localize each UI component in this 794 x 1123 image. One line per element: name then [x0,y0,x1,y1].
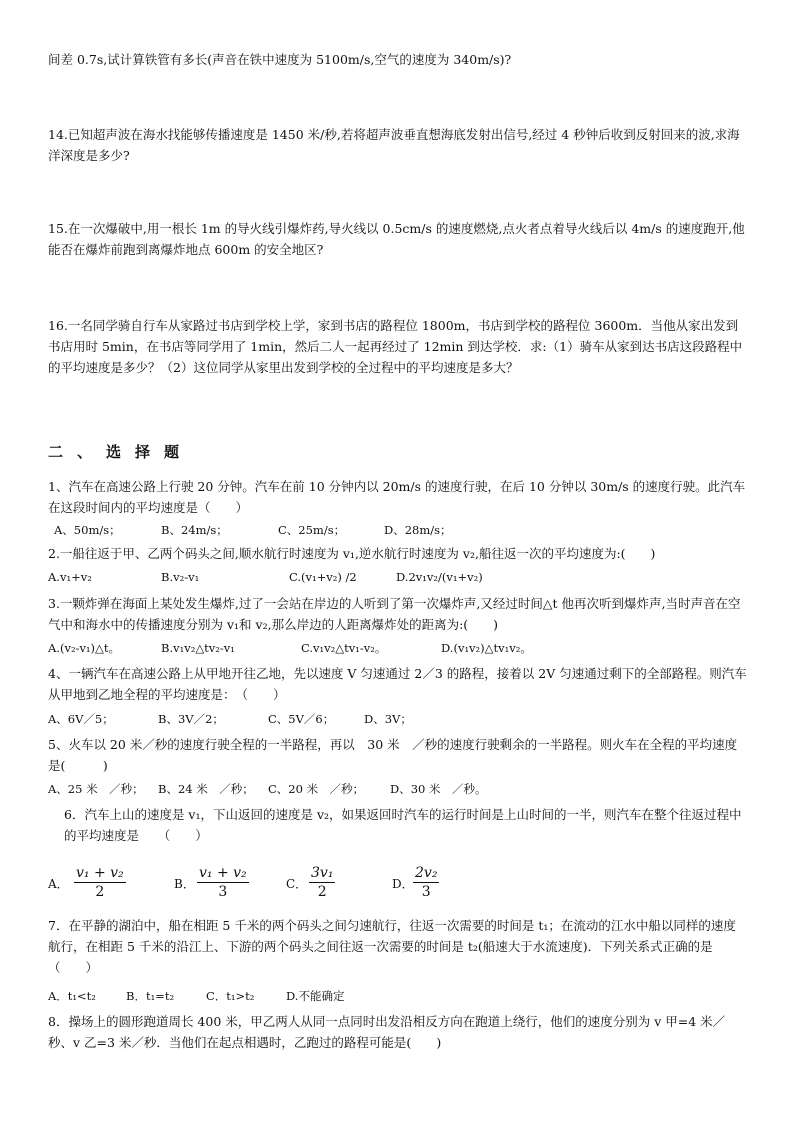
choice-1-options [48,522,758,538]
choice-6-option-a-numerator: v₁ + v₂ [76,865,124,881]
choice-4-option-c: C、5V／6； [268,712,335,726]
choice-1-option-b: B、24m/s； [161,523,228,537]
question-15: 15.在一次爆破中,用一根长 1m 的导火线引爆炸药,导火线以 0.5cm/s 的速度燃烧,点火者点着导火线后以 4m/s 的速度跑开,他能否在爆炸前跑到离爆炸地点 600m 的安全地区? [48,221,745,257]
choice-6-option-b-denominator: 3 [218,884,228,900]
choice-6-option-c-letter: C． [286,877,308,891]
choice-6-option-a-fraction [74,864,126,901]
choice-6-option-c-numerator: 3v₁ [311,865,334,881]
choice-2-stem: 2.一船往返于甲、乙两个码头之间,顺水航行时速度为 v₁,逆水航行时速度为 v₂,船往返一次的平均速度为:( ) [48,546,656,561]
choice-3-option-c: C.v₁v₂△tv₁-v₂。 [301,641,387,655]
choice-5-stem: 5、火车以 20 米／秒的速度行驶全程的一半路程，再以 30 米 ／秒的速度行驶剩余的一半路程。则火车在全程的平均速度是( ) [48,737,738,773]
choice-3-stem: 3.一颗炸弹在海面上某处发生爆炸,过了一会站在岸边的人听到了第一次爆炸声,又经过时间△t 他再次听到爆炸声,当时声音在空气中和海水中的传播速度分别为 v₁和 v₂,那么岸边的人距离爆炸处的距离为:( ) [48,596,741,632]
choice-3-options [48,640,758,656]
choice-2-option-d: D.2v₁v₂/(v₁+v₂) [396,570,483,584]
choice-4-options [48,711,758,727]
choice-4-stem: 4、一辆汽车在高速公路上从甲地开往乙地，先以速度 V 匀速通过 2／3 的路程，接着以 2V 匀速通过剩下的全部路程。则汽车从甲地到乙地全程的平均速度是： （ ） [48,666,747,702]
choice-6-option-c-fraction [309,864,335,901]
choice-6-option-a-letter: A． [48,877,69,891]
question-14: 14.已知超声波在海水找能够传播速度是 1450 米/秒,若将超声波垂直想海底发射出信号,经过 4 秒钟后收到反射回来的波,求海洋深度是多少? [48,127,740,163]
choice-6-option-d-letter: D． [392,877,414,891]
choice-1-option-c: C、25m/s； [278,523,346,537]
choice-1-option-a: A、50m/s； [54,523,121,537]
choice-6-option-b-letter: B． [174,877,195,891]
choice-2-options [48,570,758,584]
choice-7-option-d: D.不能确定 [286,989,345,1003]
question-13-tail: 间差 0.7s,试计算铁管有多长(声音在铁中速度为 5100m/s,空气的速度为 340m/s)? [48,52,512,67]
choice-5-option-d: D、30 米 ／秒。 [390,782,487,796]
question-16: 16.一名同学骑自行车从家路过书店到学校上学，家到书店的路程位 1800m，书店到学校的路程位 3600m．当他从家出发到书店用时 5min，在书店等同学用了 1min，然后二人一起再经过了 12min 到达学校．求:（1）骑车从家到达书店这段路程中的平均速度是多少？（2）这位同学从家里出发到学校的全过程中的平均速度是多大？ [48,318,743,375]
choice-5-options [48,781,758,797]
choice-5-option-a: A、25 米 ／秒； [48,782,144,796]
choice-4-option-d: D、3V； [364,712,412,726]
choice-6-option-d-fraction [413,864,439,901]
choice-6-option-b-numerator: v₁ + v₂ [199,865,247,881]
choice-2-option-a: A.v₁+v₂ [48,570,92,584]
choice-7-option-b: B．t₁=t₂ [126,989,175,1003]
choice-6-stem: 6．汽车上山的速度是 v₁，下山返回的速度是 v₂，如果返回时汽车的运行时间是上山时间的一半，则汽车在整个往返过程中的平均速度是 （ ） [64,807,742,843]
section-title: 二、选择题 [48,443,194,461]
choice-7-options [48,988,758,1004]
choice-4-option-a: A、6V／5； [48,712,114,726]
choice-7-option-c: C．t₁>t₂ [206,989,255,1003]
choice-4-option-b: B、3V／2； [158,712,224,726]
choice-3-option-a: A.(v₂-v₁)△t。 [48,641,120,655]
choice-1-option-d: D、28m/s； [384,523,452,537]
choice-7-stem: 7．在平静的湖泊中，船在相距 5 千米的两个码头之间匀速航行，往返一次需要的时间是 t₁；在流动的江水中船以同样的速度航行，在相距 5 千米的沿江上、下游的两个码头之间往返一次需要的时间是 t₂(船速大于水流速度)．下列关系式正确的是 （ ） [48,918,736,975]
choice-8-stem: 8．操场上的圆形跑道周长 400 米，甲乙两人从同一点同时出发沿相反方向在跑道上绕行，他们的速度分别为 v 甲=4 米／秒、v 乙=3 米／秒．当他们在起点相遇时，乙跑过的路程可能是( ) [48,1014,726,1050]
choice-6-option-d-denominator: 3 [421,884,431,900]
choice-6-option-c-denominator: 2 [317,884,327,900]
choice-2-option-c: C.(v₁+v₂) /2 [289,570,357,584]
choice-7-option-a: A．t₁<t₂ [48,989,96,1003]
choice-5-option-b: B、24 米 ／秒； [158,782,254,796]
choice-3-option-d: D.(v₁v₂)△tv₁v₂。 [441,641,532,655]
choice-6-option-d-numerator: 2v₂ [415,865,438,881]
choice-6-option-b-fraction [197,864,249,901]
choice-6-option-a-denominator: 2 [95,884,105,900]
choice-2-option-b: B.v₂-v₁ [161,570,200,584]
choice-5-option-c: C、20 米 ／秒； [268,782,365,796]
choice-1-stem: 1、汽车在高速公路上行驶 20 分钟。汽车在前 10 分钟内以 20m/s 的速度行驶，在后 10 分钟以 30m/s 的速度行驶。此汽车在这段时间内的平均速度是（ ） [48,479,746,515]
choice-3-option-b: B.v₁v₂△tv₂-v₁ [161,641,235,655]
